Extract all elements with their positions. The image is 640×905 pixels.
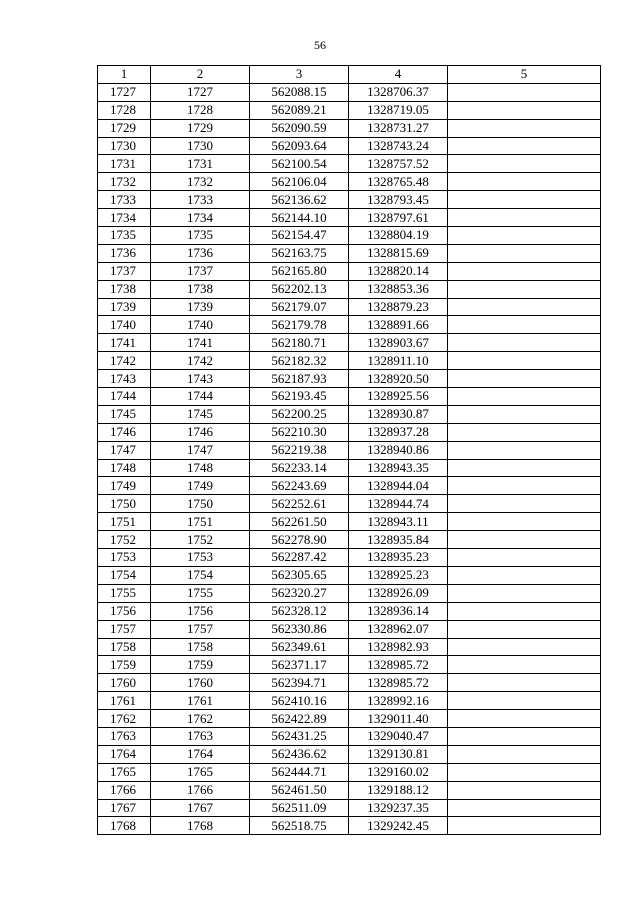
table-cell: 1762: [98, 710, 151, 728]
table-row: [98, 799, 601, 817]
table-cell: 1741: [98, 334, 151, 352]
table-cell: 562243.69: [250, 477, 349, 495]
table-cell: 1328793.45: [349, 191, 448, 209]
table-cell: 1735: [151, 227, 250, 245]
table-cell: 1740: [98, 316, 151, 334]
table-cell: 1738: [98, 280, 151, 298]
table-cell: 562461.50: [250, 781, 349, 799]
table-cell: [448, 692, 601, 710]
table-cell: 562287.42: [250, 549, 349, 567]
table-cell: 1741: [151, 334, 250, 352]
table-row: [98, 83, 601, 101]
table-cell: [448, 370, 601, 388]
table-row: [98, 101, 601, 119]
table-cell: 1328911.10: [349, 352, 448, 370]
table-cell: 1328797.61: [349, 209, 448, 227]
table-cell: [448, 638, 601, 656]
table-row: [98, 352, 601, 370]
table-row: [98, 173, 601, 191]
table-cell: [448, 119, 601, 137]
table-cell: 562410.16: [250, 692, 349, 710]
table-cell: 1747: [98, 441, 151, 459]
table-cell: 562219.38: [250, 441, 349, 459]
table-cell: 562179.07: [250, 298, 349, 316]
table-cell: 562436.62: [250, 745, 349, 763]
table-cell: 1764: [151, 745, 250, 763]
table-cell: 1728: [151, 101, 250, 119]
table-cell: 1754: [151, 566, 250, 584]
table-row: [98, 584, 601, 602]
table-cell: 1737: [151, 262, 250, 280]
page-number: 56: [314, 38, 326, 52]
table-cell: 1758: [151, 638, 250, 656]
table-cell: [448, 83, 601, 101]
table-cell: [448, 137, 601, 155]
table-cell: 562518.75: [250, 817, 349, 835]
table-cell: 562328.12: [250, 602, 349, 620]
table-cell: 562422.89: [250, 710, 349, 728]
table-cell: 1753: [98, 549, 151, 567]
table-cell: 562394.71: [250, 674, 349, 692]
table-cell: [448, 549, 601, 567]
column-header: 5: [448, 66, 601, 84]
table-row: [98, 191, 601, 209]
table-cell: [448, 531, 601, 549]
table-row: [98, 620, 601, 638]
table-cell: 1765: [98, 763, 151, 781]
table-cell: 562252.61: [250, 495, 349, 513]
table-cell: 1749: [151, 477, 250, 495]
table-cell: 1764: [98, 745, 151, 763]
table-cell: 1766: [98, 781, 151, 799]
table-cell: 562100.54: [250, 155, 349, 173]
table-cell: 1727: [151, 83, 250, 101]
table-cell: 1729: [98, 119, 151, 137]
table-cell: [448, 280, 601, 298]
coordinates-table: [97, 65, 601, 835]
table-cell: 1328962.07: [349, 620, 448, 638]
table-cell: 1756: [98, 602, 151, 620]
table-cell: 1329188.12: [349, 781, 448, 799]
table-cell: [448, 298, 601, 316]
table-cell: 1765: [151, 763, 250, 781]
table-cell: 1328935.84: [349, 531, 448, 549]
table-cell: 562093.64: [250, 137, 349, 155]
table-cell: 1734: [98, 209, 151, 227]
table-cell: 1743: [98, 370, 151, 388]
table-cell: 1755: [98, 584, 151, 602]
table-cell: 1753: [151, 549, 250, 567]
table-row: [98, 119, 601, 137]
table-row: [98, 423, 601, 441]
table-cell: [448, 352, 601, 370]
table-cell: 1742: [151, 352, 250, 370]
table-cell: 1732: [151, 173, 250, 191]
table-cell: 1746: [151, 423, 250, 441]
table-cell: 1742: [98, 352, 151, 370]
table-cell: 1732: [98, 173, 151, 191]
table-cell: 1733: [98, 191, 151, 209]
table-cell: 1758: [98, 638, 151, 656]
table-row: [98, 656, 601, 674]
table-cell: 1728: [98, 101, 151, 119]
table-cell: 1737: [98, 262, 151, 280]
table-cell: 1747: [151, 441, 250, 459]
table-cell: 1328943.11: [349, 513, 448, 531]
table-cell: 1763: [151, 727, 250, 745]
table-cell: 1757: [151, 620, 250, 638]
table-row: [98, 477, 601, 495]
table-cell: 562180.71: [250, 334, 349, 352]
table-cell: 1748: [151, 459, 250, 477]
table-cell: 562179.78: [250, 316, 349, 334]
table-row: [98, 531, 601, 549]
table-cell: 1328992.16: [349, 692, 448, 710]
table-cell: 1752: [98, 531, 151, 549]
table-cell: 1328853.36: [349, 280, 448, 298]
table-cell: 1328936.14: [349, 602, 448, 620]
table-cell: 1328982.93: [349, 638, 448, 656]
table-cell: 1328943.35: [349, 459, 448, 477]
table-cell: 1768: [98, 817, 151, 835]
table-cell: 1730: [98, 137, 151, 155]
table-cell: 1328765.48: [349, 173, 448, 191]
table-cell: 1751: [151, 513, 250, 531]
table-row: [98, 280, 601, 298]
table-cell: 562200.25: [250, 405, 349, 423]
table-cell: 1752: [151, 531, 250, 549]
table-cell: 1761: [98, 692, 151, 710]
table-row: [98, 549, 601, 567]
table-cell: 1746: [98, 423, 151, 441]
table-row: [98, 298, 601, 316]
table-cell: 562154.47: [250, 227, 349, 245]
table-cell: 1762: [151, 710, 250, 728]
table-row: [98, 316, 601, 334]
table-cell: [448, 495, 601, 513]
table-cell: [448, 710, 601, 728]
column-header: 3: [250, 66, 349, 84]
table-cell: 562330.86: [250, 620, 349, 638]
table-cell: 1744: [151, 388, 250, 406]
table-body: [98, 83, 601, 834]
table-cell: 562210.30: [250, 423, 349, 441]
table-cell: 1755: [151, 584, 250, 602]
table-cell: 1328925.56: [349, 388, 448, 406]
table-cell: [448, 477, 601, 495]
table-row: [98, 781, 601, 799]
table-cell: 562187.93: [250, 370, 349, 388]
column-header: 2: [151, 66, 250, 84]
table-cell: [448, 817, 601, 835]
table-cell: 1329040.47: [349, 727, 448, 745]
table-cell: 1751: [98, 513, 151, 531]
table-cell: 1750: [98, 495, 151, 513]
table-cell: [448, 441, 601, 459]
table-cell: 1328937.28: [349, 423, 448, 441]
table-cell: 1735: [98, 227, 151, 245]
table-cell: 1756: [151, 602, 250, 620]
table-row: [98, 513, 601, 531]
table-cell: 1328731.27: [349, 119, 448, 137]
table-cell: [448, 727, 601, 745]
table-cell: [448, 244, 601, 262]
table-cell: [448, 656, 601, 674]
table-cell: [448, 334, 601, 352]
table-cell: 562088.15: [250, 83, 349, 101]
table-cell: 1727: [98, 83, 151, 101]
table-cell: [448, 620, 601, 638]
column-header: 4: [349, 66, 448, 84]
table-cell: 1328891.66: [349, 316, 448, 334]
table-cell: 1750: [151, 495, 250, 513]
table-cell: 1328719.05: [349, 101, 448, 119]
table-row: [98, 370, 601, 388]
table-row: [98, 692, 601, 710]
table-row: [98, 441, 601, 459]
table-cell: 1748: [98, 459, 151, 477]
table-cell: 1328940.86: [349, 441, 448, 459]
table-cell: 1328930.87: [349, 405, 448, 423]
table-cell: 1731: [151, 155, 250, 173]
table-cell: 1329237.35: [349, 799, 448, 817]
table-row: [98, 817, 601, 835]
table-row: [98, 459, 601, 477]
table-cell: 562165.80: [250, 262, 349, 280]
table-cell: 562106.04: [250, 173, 349, 191]
table-cell: 1759: [98, 656, 151, 674]
table-cell: 1739: [98, 298, 151, 316]
table-row: [98, 763, 601, 781]
table-cell: 562089.21: [250, 101, 349, 119]
table-cell: [448, 209, 601, 227]
table-cell: 562193.45: [250, 388, 349, 406]
table-cell: [448, 674, 601, 692]
table-cell: 1739: [151, 298, 250, 316]
table-cell: 562182.32: [250, 352, 349, 370]
table-cell: 562261.50: [250, 513, 349, 531]
table-cell: 1328944.74: [349, 495, 448, 513]
table-row: [98, 209, 601, 227]
table-cell: [448, 602, 601, 620]
table-cell: [448, 173, 601, 191]
table-cell: 1738: [151, 280, 250, 298]
table-row: [98, 674, 601, 692]
table-cell: 1754: [98, 566, 151, 584]
table-cell: 1736: [151, 244, 250, 262]
table-cell: 1328985.72: [349, 656, 448, 674]
table-cell: 562371.17: [250, 656, 349, 674]
table-cell: [448, 745, 601, 763]
table-cell: 1745: [151, 405, 250, 423]
table-cell: 562511.09: [250, 799, 349, 817]
table-cell: 562202.13: [250, 280, 349, 298]
table-row: [98, 244, 601, 262]
table-row: [98, 262, 601, 280]
table-cell: 562349.61: [250, 638, 349, 656]
table-cell: 562444.71: [250, 763, 349, 781]
table-cell: 1767: [98, 799, 151, 817]
table-cell: 1328920.50: [349, 370, 448, 388]
table-cell: 1744: [98, 388, 151, 406]
table-cell: 1736: [98, 244, 151, 262]
table-cell: [448, 459, 601, 477]
table-cell: 1745: [98, 405, 151, 423]
table-cell: [448, 405, 601, 423]
table-cell: 562233.14: [250, 459, 349, 477]
table-cell: [448, 155, 601, 173]
table-cell: 1328879.23: [349, 298, 448, 316]
table-cell: 562144.10: [250, 209, 349, 227]
table-cell: [448, 423, 601, 441]
table-cell: 1768: [151, 817, 250, 835]
table-row: [98, 602, 601, 620]
table-cell: [448, 316, 601, 334]
table-cell: 1730: [151, 137, 250, 155]
table-cell: 1329011.40: [349, 710, 448, 728]
table-cell: 1328926.09: [349, 584, 448, 602]
table-cell: 1763: [98, 727, 151, 745]
table-cell: 1328815.69: [349, 244, 448, 262]
table-cell: [448, 388, 601, 406]
table-cell: 562320.27: [250, 584, 349, 602]
table-row: [98, 566, 601, 584]
table-cell: 1328903.67: [349, 334, 448, 352]
table-cell: 1328820.14: [349, 262, 448, 280]
table-cell: 562136.62: [250, 191, 349, 209]
table-row: [98, 745, 601, 763]
table-cell: 1733: [151, 191, 250, 209]
table-cell: [448, 799, 601, 817]
table-cell: 1743: [151, 370, 250, 388]
table-cell: 562163.75: [250, 244, 349, 262]
table-row: [98, 710, 601, 728]
table-row: [98, 405, 601, 423]
table-cell: 1328743.24: [349, 137, 448, 155]
table-cell: 1328757.52: [349, 155, 448, 173]
table-cell: 1329160.02: [349, 763, 448, 781]
table-cell: 1766: [151, 781, 250, 799]
table-cell: 1760: [151, 674, 250, 692]
table-header-row: [98, 66, 601, 84]
table-cell: 1760: [98, 674, 151, 692]
column-header: 1: [98, 66, 151, 84]
table-cell: [448, 763, 601, 781]
table-cell: 562090.59: [250, 119, 349, 137]
table-cell: 1740: [151, 316, 250, 334]
table-cell: [448, 566, 601, 584]
table-row: [98, 388, 601, 406]
table-row: [98, 334, 601, 352]
table-cell: [448, 781, 601, 799]
table-cell: 1329130.81: [349, 745, 448, 763]
table-cell: 1328804.19: [349, 227, 448, 245]
table-cell: 1328985.72: [349, 674, 448, 692]
table-row: [98, 638, 601, 656]
table-cell: 1328935.23: [349, 549, 448, 567]
table-row: [98, 137, 601, 155]
table-cell: 1767: [151, 799, 250, 817]
table-cell: 1731: [98, 155, 151, 173]
table-row: [98, 727, 601, 745]
table-row: [98, 227, 601, 245]
table-cell: 562305.65: [250, 566, 349, 584]
table-cell: 1328706.37: [349, 83, 448, 101]
table-cell: 1757: [98, 620, 151, 638]
table-cell: 1729: [151, 119, 250, 137]
table-cell: [448, 227, 601, 245]
table-cell: 1759: [151, 656, 250, 674]
table-cell: 1749: [98, 477, 151, 495]
table-cell: 1734: [151, 209, 250, 227]
table-cell: [448, 584, 601, 602]
table-cell: 1328925.23: [349, 566, 448, 584]
table-row: [98, 155, 601, 173]
table-cell: 562278.90: [250, 531, 349, 549]
table-cell: [448, 262, 601, 280]
table-cell: [448, 101, 601, 119]
table-cell: 1761: [151, 692, 250, 710]
table-cell: 562431.25: [250, 727, 349, 745]
table-row: [98, 495, 601, 513]
table-cell: 1328944.04: [349, 477, 448, 495]
table-cell: 1329242.45: [349, 817, 448, 835]
table-cell: [448, 191, 601, 209]
table-cell: [448, 513, 601, 531]
